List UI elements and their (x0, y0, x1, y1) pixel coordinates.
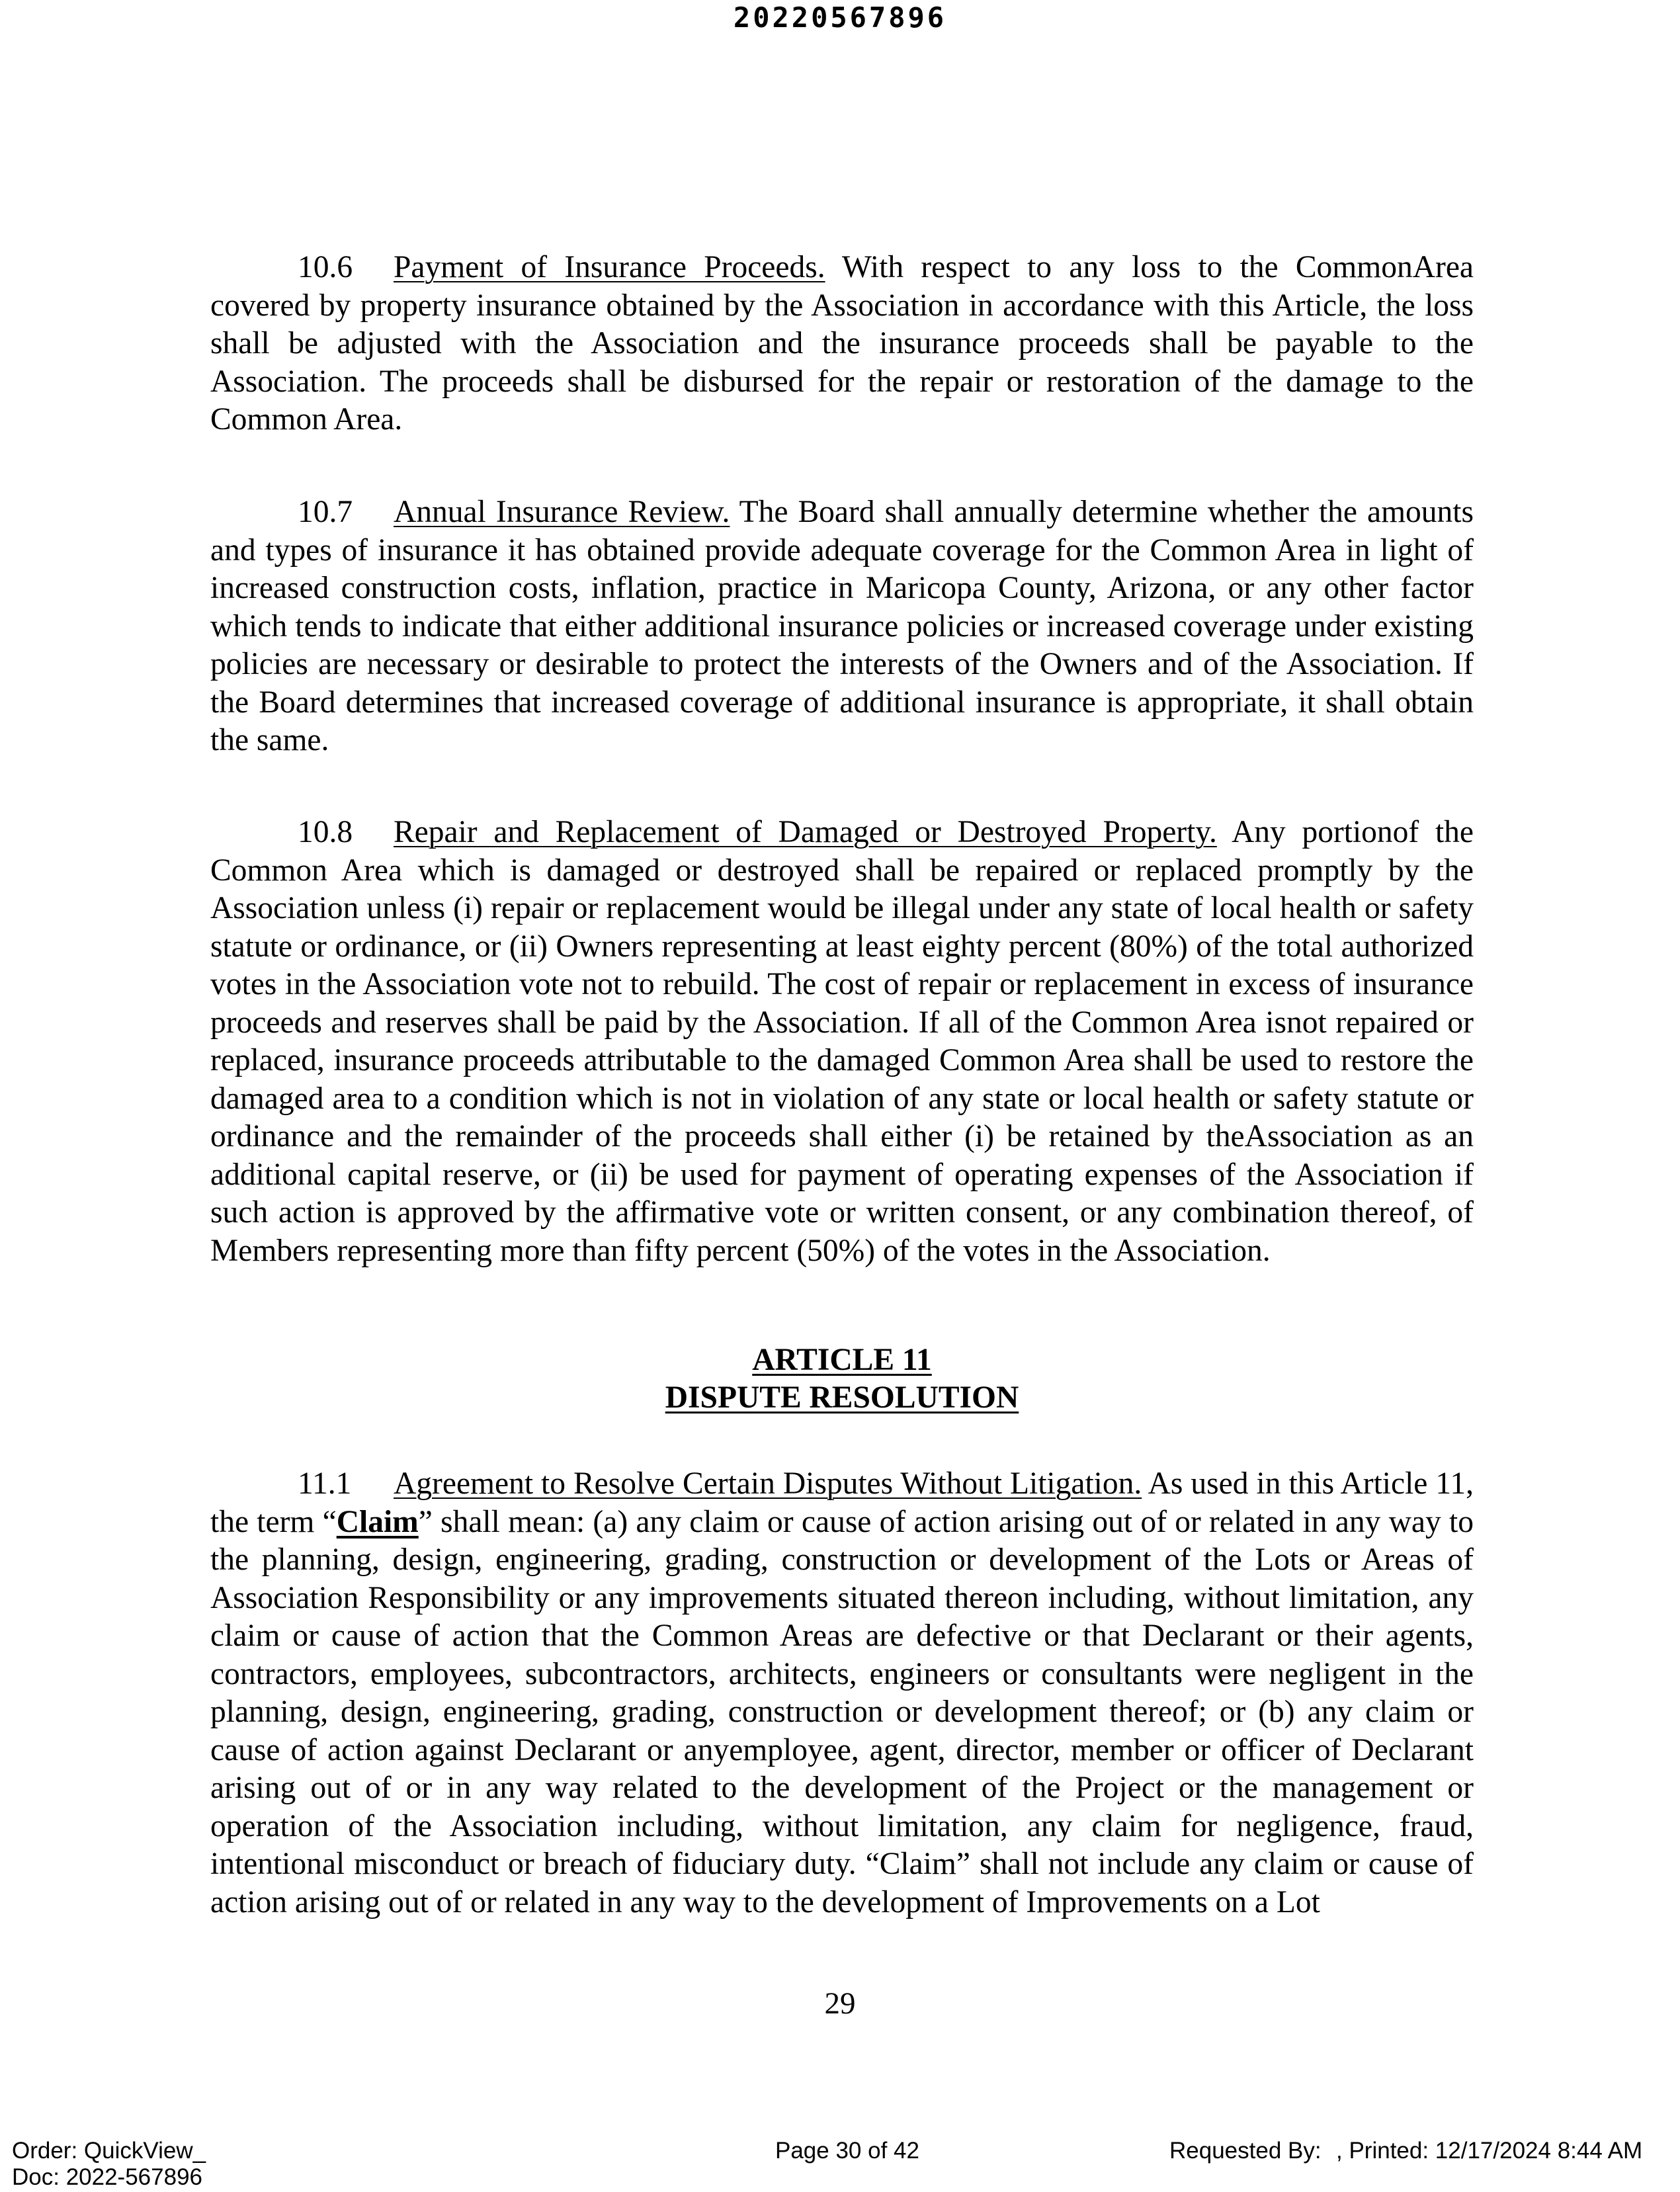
section-text: ” shall mean: (a) any claim or cause of action arising out of or related in any way to the planning, design, engineering, grading, construction or development of the Lots or Areas of Association Responsibility or any improvements situated thereon including, without limitation, any claim or cause of action that the Common Areas are defective or that Declarant or their agents, contractors, employees, subcontractors, architects, engineers or consultants were negligent in the planning, design, engineering, grading, construction or development thereof; or (b) any claim or cause of action against Declarant or anyemployee, agent, director, member or officer of Declarant arising out of or in any way related to the development of the Project or the management or operation of the Association including, without limitation, any claim for negligence, fraud, intentional misconduct or breach of fiduciary duty. “Claim” shall not include any claim or cause of action arising out of or related in any way to the development of Improvements on a Lot (210, 1504, 1474, 1919)
section-10-6 (210, 249, 1474, 439)
footer-order: Order: QuickView_ (12, 2138, 206, 2164)
section-text: With respect to any loss to the CommonArea covered by property insurance obtained by the Association in accordance with this Article, the loss shall be adjusted with the Association and the insurance proceeds shall be payable to the Association. The proceeds shall be disbursed for the repair or restoration of the damage to the Common Area. (210, 250, 1474, 437)
section-10-8 (210, 814, 1474, 1270)
section-title: Agreement to Resolve Certain Disputes Without Litigation. (394, 1466, 1142, 1501)
section-text-intro: As used in this Article 11, the term “ (210, 1466, 1474, 1539)
section-title: Payment of Insurance Proceeds. (394, 250, 825, 284)
section-title: Repair and Replacement of Damaged or Destroyed Property. (394, 815, 1217, 849)
section-number: 10.7 (298, 495, 353, 529)
section-text: The Board shall annually determine whether the amounts and types of insurance it has obtained provide adequate coverage for the Common Area in light of increased construction costs, inflation, practice in Maricopa County, Arizona, or any other factor which tends to indicate that either additional insurance policies or increased coverage under existing policies are necessary or desirable to protect the interests of the Owners and of the Association. If the Board determines that increased coverage of additional insurance is appropriate, it shall obtain the same. (210, 495, 1474, 757)
article-label: ARTICLE 11 (752, 1343, 932, 1377)
section-10-7 (210, 493, 1474, 760)
section-title: Annual Insurance Review. (394, 495, 730, 529)
section-number: 11.1 (298, 1466, 352, 1501)
section-11-1 (210, 1465, 1474, 1921)
footer-doc: Doc: 2022-567896 (12, 2164, 202, 2190)
section-text: Any portionof the Common Area which is damaged or destroyed shall be repaired or replaced promptly by the Association unless (i) repair or replacement would be illegal under any state of local health or safety statute or ordinance, or (ii) Owners representing at least eighty percent (80%) of the total authorized votes in the Association vote not to rebuild. The cost of repair or replacement in excess of insurance proceeds and reserves shall be paid by the Association. If all of the Common Area isnot repaired or replaced, insurance proceeds attributable to the damaged Common Area shall be used to restore the damaged area to a condition which is not in violation of any state or local health or safety statute or ordinance and the remainder of the proceeds shall either (i) be retained by theAssociation as an additional capital reserve, or (ii) be used for payment of operating expenses of the Association if such action is approved by the affirmative vote or written consent, or any combination thereof, of Members representing more than fifty percent (50%) of the votes in the Association. (210, 815, 1474, 1268)
page-number: 29 (824, 1986, 856, 2021)
recording-number: 20220567896 (733, 1, 947, 34)
section-number: 10.6 (298, 250, 353, 284)
footer-printed: , Printed: 12/17/2024 8:44 AM (1336, 2138, 1643, 2164)
article-heading (210, 1341, 1474, 1417)
article-title: DISPUTE RESOLUTION (665, 1380, 1019, 1415)
section-number: 10.8 (298, 815, 353, 849)
defined-term-claim: Claim (336, 1504, 419, 1539)
footer-requested-by: Requested By: (1169, 2138, 1322, 2164)
footer-page: Page 30 of 42 (775, 2138, 919, 2164)
